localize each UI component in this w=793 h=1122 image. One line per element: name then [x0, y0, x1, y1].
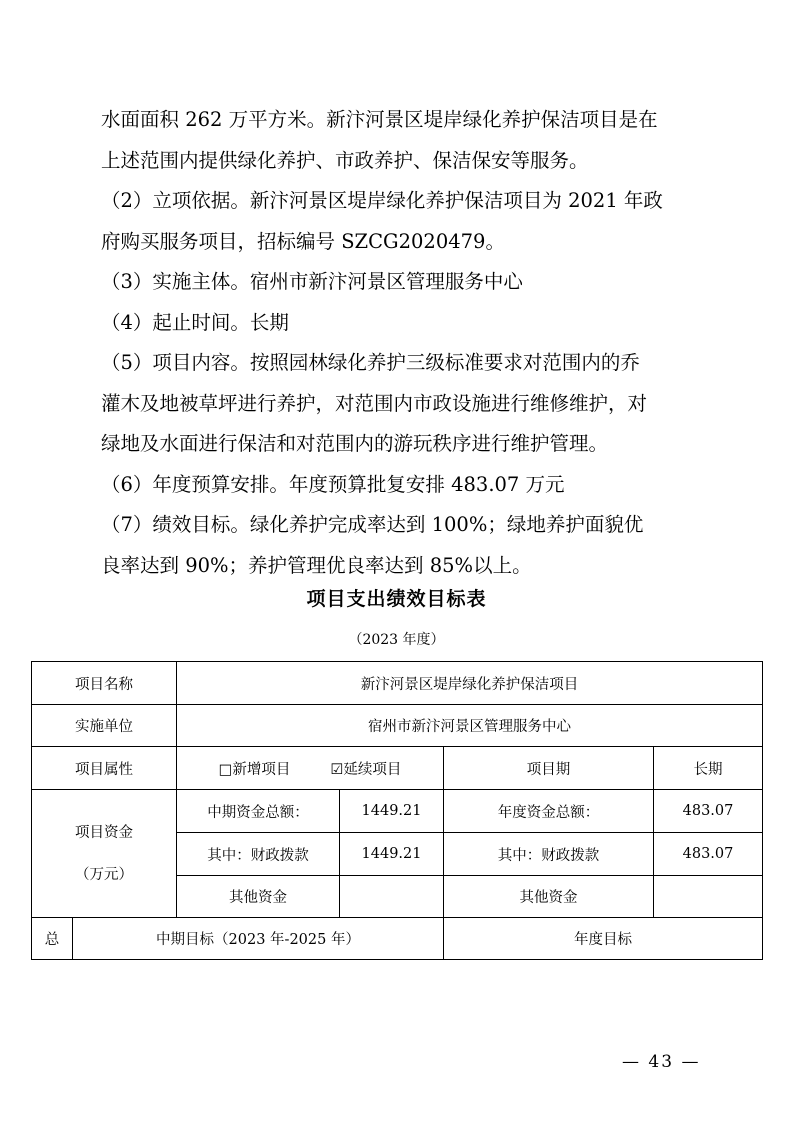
annual-total-value: 483.07	[654, 790, 763, 833]
annual-other-value	[654, 876, 763, 918]
annual-goal-label: 年度目标	[444, 918, 763, 960]
body-text	[101, 100, 701, 586]
attr-options	[177, 747, 444, 790]
paragraph-line: （5）项目内容。按照园林绿化养护三级标准要求对范围内的乔	[101, 351, 640, 374]
mid-other-label: 其他资金	[177, 876, 340, 918]
funds-label-line2: （万元）	[75, 866, 133, 883]
mid-fiscal-label: 其中：财政拨款	[177, 833, 340, 876]
checkbox-new: □	[218, 761, 233, 778]
paragraph-line: （3）实施主体。宿州市新汴河景区管理服务中心	[101, 270, 523, 293]
project-name-label: 项目名称	[32, 662, 177, 705]
option-continue-label: 延续项目	[343, 761, 402, 778]
total-label: 总	[32, 918, 73, 960]
annual-fiscal-label: 其中：财政拨款	[444, 833, 654, 876]
paragraph-line: （6）年度预算安排。年度预算批复安排 483.07 万元	[101, 472, 565, 496]
paragraph-line: （4）起止时间。长期	[101, 310, 289, 334]
period-value: 长期	[654, 747, 763, 790]
annual-fiscal-value: 483.07	[654, 833, 763, 876]
paragraph-line: 绿地及水面进行保洁和对范围内的游玩秩序进行维护管理。	[101, 432, 609, 455]
paragraph-line: 府购买服务项目，招标编号 SZCG2020479。	[101, 229, 505, 253]
table-title: 项目支出绩效目标表	[306, 588, 487, 610]
table-row	[32, 705, 763, 747]
table-row	[32, 918, 763, 960]
mid-total-value: 1449.21	[340, 790, 444, 833]
funds-label	[32, 790, 177, 918]
period-label: 项目期	[444, 747, 654, 790]
performance-goal-table	[31, 661, 763, 960]
impl-unit-label: 实施单位	[32, 705, 177, 747]
option-new-label: 新增项目	[232, 761, 291, 778]
paragraph-line: （7）绩效目标。绿化养护完成率达到 100%；绿地养护面貌优	[101, 513, 644, 536]
checkbox-continue: ☑	[330, 761, 344, 778]
project-name-value: 新汴河景区堤岸绿化养护保洁项目	[177, 662, 763, 705]
mid-fiscal-value: 1449.21	[340, 833, 444, 876]
annual-other-label: 其他资金	[444, 876, 654, 918]
table-row	[32, 790, 763, 833]
paragraph-line: 水面面积 262 万平方米。新汴河景区堤岸绿化养护保洁项目是在	[101, 108, 658, 131]
funds-label-line1: 项目资金	[75, 824, 133, 841]
paragraph-line: 上述范围内提供绿化养护、市政养护、保洁保安等服务。	[101, 148, 589, 172]
mid-total-label: 中期资金总额：	[177, 790, 340, 833]
table-subtitle: （2023 年度）	[348, 632, 445, 648]
annual-total-label: 年度资金总额：	[444, 790, 654, 833]
paragraph-line: （2）立项依据。新汴河景区堤岸绿化养护保洁项目为 2021 年政	[101, 189, 663, 212]
mid-goal-label: 中期目标（2023 年-2025 年）	[73, 918, 444, 960]
impl-unit-value: 宿州市新汴河景区管理服务中心	[177, 705, 763, 747]
page-number: — 43 —	[622, 1052, 701, 1072]
table-row	[32, 662, 763, 705]
paragraph-line: 灌木及地被草坪进行养护，对范围内市政设施进行维修维护，对	[101, 391, 648, 415]
attr-label: 项目属性	[32, 747, 177, 790]
table-row	[32, 747, 763, 790]
paragraph-line: 良率达到 90%；养护管理优良率达到 85%以上。	[101, 553, 532, 577]
mid-other-value	[340, 876, 444, 918]
